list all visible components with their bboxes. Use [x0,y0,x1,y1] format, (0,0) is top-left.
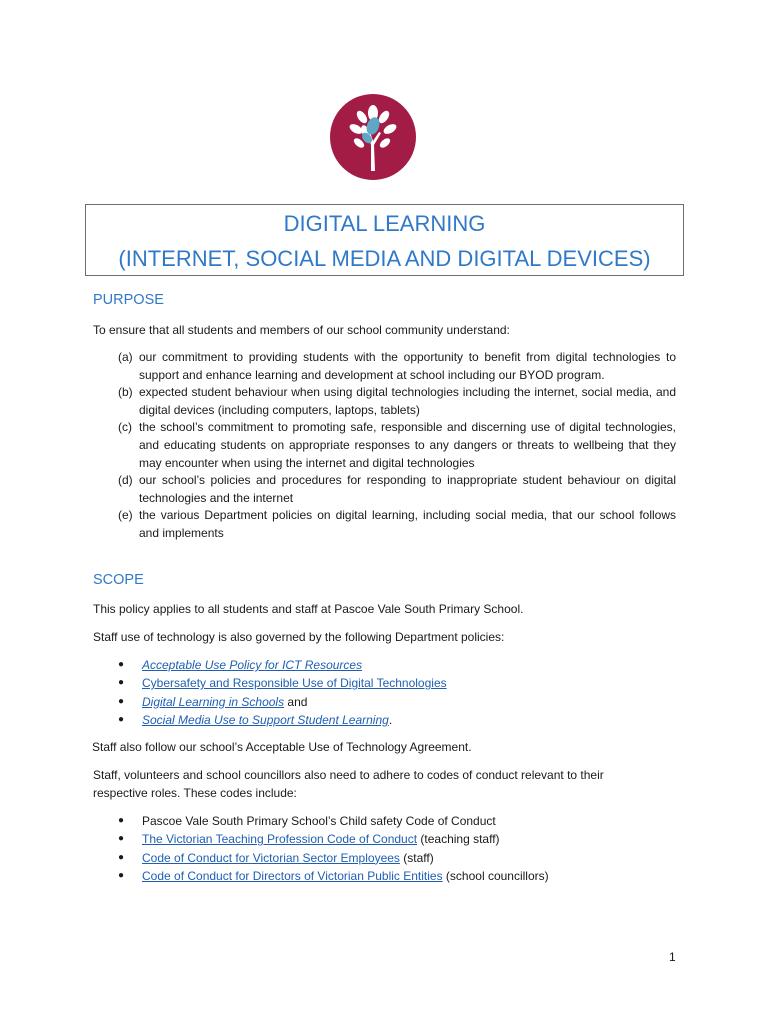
list-item [118,867,549,885]
list-item-suffix: (school councillors) [442,868,549,883]
list-item [118,419,676,472]
list-item-text: our school’s policies and procedures for responding to inappropriate student behaviour on digital technologies and the internet [139,473,676,505]
list-item-suffix: . [388,712,393,727]
list-item-label: (e) [118,508,133,523]
purpose-list [118,349,676,543]
policy-link-cybersafety[interactable]: Cybersafety and Responsible Use of Digital Technologies [142,676,447,691]
scope-heading: SCOPE [93,572,144,588]
list-item-content [142,674,447,692]
list-item-suffix: (staff) [399,850,434,865]
list-item [118,507,676,542]
policy-link-acceptable-use[interactable]: Acceptable Use Policy for ICT Resources [142,658,363,672]
list-item [118,830,549,848]
list-item-content [142,711,392,729]
scope-paragraph-4-line1: Staff, volunteers and school councillors also need to adhere to codes of conduct relevant to their [93,768,604,782]
department-policies-list [118,656,447,729]
list-item [118,472,676,507]
list-item-suffix: (teaching staff) [417,832,500,847]
bullet-icon: ● [118,869,125,881]
list-item [118,812,549,830]
list-item-text: our commitment to providing students with the opportunity to benefit from digital technologies to support and enhance learning and development at school including our BYOD program. [139,350,676,382]
code-link-teaching-profession[interactable]: The Victorian Teaching Profession Code of Conduct [142,832,418,847]
list-item-label: (d) [118,473,133,488]
bullet-icon: ● [118,695,125,707]
scope-paragraph-2: Staff use of technology is also governed by the following Department policies: [93,630,505,644]
document-title-box [85,204,684,276]
bullet-icon: ● [118,851,125,863]
bullet-icon: ● [118,659,125,670]
policy-link-digital-learning[interactable]: Digital Learning in Schools [142,694,285,709]
list-item-text: expected student behaviour when using digital technologies including the internet, social media, and digital devices (including computers, laptops, tablets) [139,385,676,417]
document-title-line2: (INTERNET, SOCIAL MEDIA AND DIGITAL DEVICES) [118,246,651,271]
list-item-label: (b) [118,385,133,400]
policy-link-social-media[interactable]: Social Media Use to Support Student Learning [142,712,389,727]
list-item-content [142,693,307,711]
list-item-suffix: and [284,694,308,709]
bullet-icon: ● [118,677,125,689]
list-item-text: the various Department policies on digital learning, including social media, that our school follows and implements [139,508,676,540]
list-item [118,349,676,384]
codes-of-conduct-list [118,812,549,885]
purpose-heading: PURPOSE [93,292,164,308]
list-item [118,674,447,692]
bullet-icon: ● [118,713,125,725]
bullet-icon: ● [118,815,125,826]
list-item-label: (c) [118,420,132,435]
list-item-label: (a) [118,350,133,364]
list-item-content [142,830,500,848]
scope-paragraph-4-line2: respective roles. These codes include: [93,786,297,800]
list-item-content [142,867,549,885]
school-logo-tree-icon [329,93,417,181]
list-item [118,849,549,867]
list-item [118,656,447,674]
scope-paragraph-3: Staff also follow our school’s Acceptable Use of Technology Agreement. [92,740,472,754]
bullet-icon: ● [118,833,125,845]
list-item-text: Pascoe Vale South Primary School’s Child safety Code of Conduct [142,814,496,828]
document-title-line1: DIGITAL LEARNING [283,211,486,236]
list-item-text: the school’s commitment to promoting safe, responsible and discerning use of digital technologies, and educating students on appropriate responses to any dangers or threats to wellbeing that they may encounter when using the internet and digital technologies [139,420,676,470]
code-link-directors-public-entities[interactable]: Code of Conduct for Directors of Victorian Public Entities [142,868,443,883]
list-item-content [142,656,362,674]
scope-paragraph-1: This policy applies to all students and staff at Pascoe Vale South Primary School. [93,602,524,616]
page-number: 1 [669,950,676,964]
list-item [118,711,447,729]
list-item-content [142,849,434,867]
purpose-intro: To ensure that all students and members of our school community understand: [93,323,510,337]
list-item [118,384,676,419]
code-link-sector-employees[interactable]: Code of Conduct for Victorian Sector Employees [142,850,400,865]
list-item [118,693,447,711]
